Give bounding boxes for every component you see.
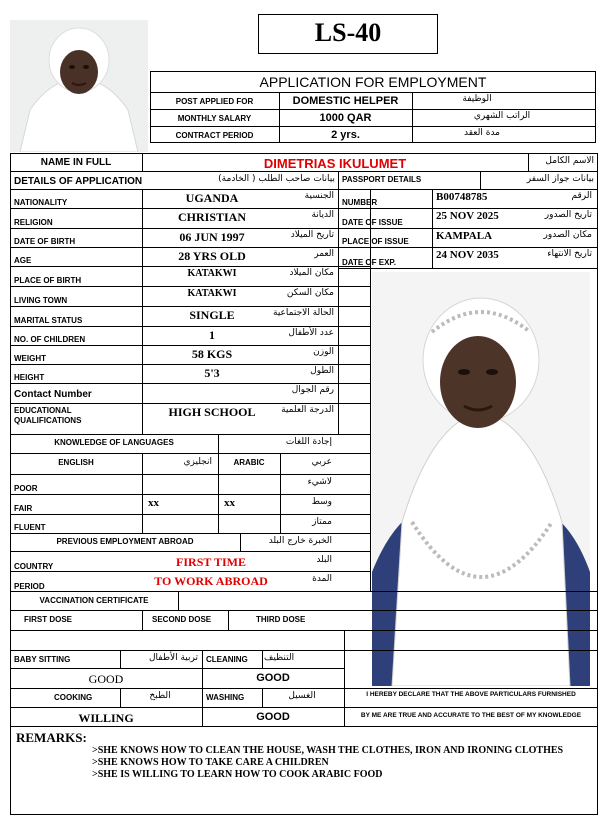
personal-label: HEIGHT: [14, 373, 45, 382]
personal-label: RELIGION: [14, 218, 53, 227]
cooking-value: WILLING: [78, 711, 134, 725]
salary-label: MONTHLY SALARY: [177, 114, 252, 123]
remark-item: >SHE KNOWS HOW TO CLEAN THE HOUSE, WASH THE CLOTHES, IRON AND IRONING CLOTHES: [92, 745, 564, 756]
language-level-label: FLUENT: [14, 523, 46, 532]
cleaning-value: GOOD: [256, 672, 290, 684]
languages-label: KNOWLEDGE OF LANGUAGES: [54, 438, 174, 447]
cleaning-ar: التنظيف: [264, 653, 295, 663]
abroad-ar: الخبرة خارج البلد: [268, 536, 332, 546]
personal-value: CHRISTIAN: [177, 210, 246, 224]
cooking-ar: الطبخ: [149, 691, 171, 701]
third-dose-label: THIRD DOSE: [256, 615, 306, 624]
period-value: TO WORK ABROAD: [154, 574, 268, 588]
passport-label: PASSPORT DETAILS: [342, 175, 422, 184]
language-level-label: FAIR: [14, 504, 33, 513]
applicant-photo-small: [10, 20, 148, 152]
name-label: NAME IN FULL: [40, 157, 112, 168]
arabic-level-mark: xx: [224, 497, 235, 509]
languages-ar: إجادة اللغات: [285, 437, 332, 447]
personal-ar: الطول: [310, 366, 334, 376]
period-label: PERIOD: [14, 582, 45, 591]
passport-field-label: DATE OF ISSUE: [342, 218, 403, 227]
baby-sitting-label: BABY SITTING: [14, 655, 71, 664]
passport-field-ar: تاريخ الانتهاء: [547, 249, 592, 259]
personal-label: NATIONALITY: [14, 198, 68, 207]
reference-code: LS-40: [314, 18, 382, 47]
english-ar: انجليزي: [183, 457, 212, 467]
details-ar: بيانات صاحب الطلب ( الخادمة): [218, 174, 335, 184]
baby-sitting-ar: تربية الأطفال: [148, 653, 198, 663]
period-ar: المدة: [312, 574, 332, 584]
washing-value: GOOD: [256, 711, 290, 723]
passport-field-label: DATE OF EXP.: [342, 258, 396, 267]
baby-sitting-value: GOOD: [88, 672, 124, 686]
personal-value: UGANDA: [185, 191, 239, 205]
personal-label: WEIGHT: [14, 354, 46, 363]
applicant-name: DIMETRIAS IKULUMET: [263, 156, 407, 171]
portrait-small-icon: [10, 20, 148, 152]
post-value: DOMESTIC HELPER: [292, 95, 399, 107]
passport-field-ar: الرقم: [571, 191, 592, 201]
passport-field-value: 25 NOV 2025: [436, 210, 499, 222]
personal-value: 06 JUN 1997: [179, 230, 245, 244]
declaration-line-2: BY ME ARE TRUE AND ACCURATE TO THE BEST OF MY KNOWLEDGE: [360, 712, 582, 719]
personal-value: HIGH SCHOOL: [168, 405, 256, 419]
language-level-ar: لاشيء: [307, 477, 332, 487]
country-ar: البلد: [316, 555, 332, 565]
passport-ar: بيانات جواز السفر: [526, 174, 594, 184]
details-label: DETAILS OF APPLICATION: [14, 176, 143, 187]
personal-value: KATAKWI: [187, 288, 237, 299]
second-dose-label: SECOND DOSE: [152, 615, 212, 624]
passport-field-value: KAMPALA: [436, 230, 493, 242]
vaccination-label: VACCINATION CERTIFICATE: [39, 596, 149, 605]
personal-ar: الوزن: [313, 347, 334, 357]
passport-field-ar: تاريخ الصدور: [544, 210, 592, 220]
personal-ar: الجنسية: [304, 191, 334, 201]
language-level-ar: ممتاز: [312, 517, 332, 527]
first-dose-label: FIRST DOSE: [24, 615, 73, 624]
abroad-label: PREVIOUS EMPLOYMENT ABROAD: [56, 537, 194, 546]
name-ar: الاسم الكامل: [545, 156, 594, 166]
personal-label: DATE OF BIRTH: [14, 237, 76, 246]
personal-ar: عدد الأطفال: [288, 328, 334, 338]
personal-ar: الديانة: [311, 210, 334, 220]
cleaning-label: CLEANING: [206, 655, 248, 664]
personal-value: SINGLE: [189, 308, 235, 322]
personal-label: PLACE OF BIRTH: [14, 276, 82, 285]
personal-label: NO. OF CHILDREN: [14, 335, 86, 344]
passport-field-label: PLACE OF ISSUE: [342, 237, 409, 246]
language-level-ar: وسط: [311, 497, 332, 507]
declaration-line-1: I HEREBY DECLARE THAT THE ABOVE PARTICULARS FURNISHED: [366, 691, 576, 698]
personal-ar: الدرجة العلمية: [281, 405, 334, 415]
english-header: ENGLISH: [58, 458, 94, 467]
english-level-mark: xx: [148, 497, 159, 509]
personal-ar: الحالة الاجتماعية: [273, 308, 334, 318]
personal-value: 5'3: [204, 366, 220, 380]
washing-ar: الغسيل: [288, 691, 316, 701]
contract-value: 2 yrs.: [331, 129, 360, 141]
personal-label: LIVING TOWN: [14, 296, 68, 305]
personal-ar: رقم الجوال: [291, 385, 334, 395]
applicant-photo-large: [372, 272, 590, 686]
personal-label: Contact Number: [14, 389, 92, 400]
contract-ar: مدة العقد: [464, 128, 500, 138]
personal-ar: العمر: [314, 249, 334, 259]
remark-item: >SHE KNOWS HOW TO TAKE CARE A CHILDREN: [92, 757, 329, 768]
personal-ar: مكان السكن: [286, 288, 334, 298]
personal-value: 28 YRS OLD: [178, 249, 246, 263]
personal-value: KATAKWI: [187, 268, 237, 279]
remarks-list: [92, 745, 590, 781]
cooking-label: COOKING: [54, 693, 93, 702]
passport-field-value: 24 NOV 2035: [436, 249, 499, 261]
salary-value: 1000 QAR: [319, 112, 372, 124]
arabic-header: ARABIC: [233, 458, 265, 467]
passport-field-label: NUMBER: [342, 198, 378, 207]
personal-value: 58 KGS: [191, 347, 233, 361]
personal-label: AGE: [14, 256, 32, 265]
salary-ar: الراتب الشهري: [473, 111, 531, 121]
passport-field-ar: مكان الصدور: [543, 230, 592, 240]
remark-item: >SHE IS WILLING TO LEARN HOW TO COOK ARABIC FOOD: [92, 769, 383, 780]
washing-label: WASHING: [206, 693, 245, 702]
country-value: FIRST TIME: [176, 555, 246, 569]
remarks-label: REMARKS:: [16, 730, 87, 745]
form-title: APPLICATION FOR EMPLOYMENT: [259, 74, 487, 90]
personal-ar: تاريخ الميلاد: [290, 230, 334, 240]
passport-field-value: B00748785: [436, 191, 488, 203]
contract-label: CONTRACT PERIOD: [175, 131, 254, 140]
language-level-label: POOR: [14, 484, 38, 493]
country-label: COUNTRY: [14, 562, 54, 571]
portrait-large-icon: [372, 272, 590, 686]
post-ar: الوظيفة: [462, 94, 492, 104]
post-label: POST APPLIED FOR: [175, 97, 254, 106]
personal-value: 1: [209, 328, 215, 342]
personal-ar: مكان الميلاد: [289, 268, 334, 278]
personal-label: EDUCATIONAL QUALIFICATIONS: [14, 406, 82, 425]
arabic-ar: عربي: [311, 457, 332, 467]
personal-label: MARITAL STATUS: [14, 316, 83, 325]
